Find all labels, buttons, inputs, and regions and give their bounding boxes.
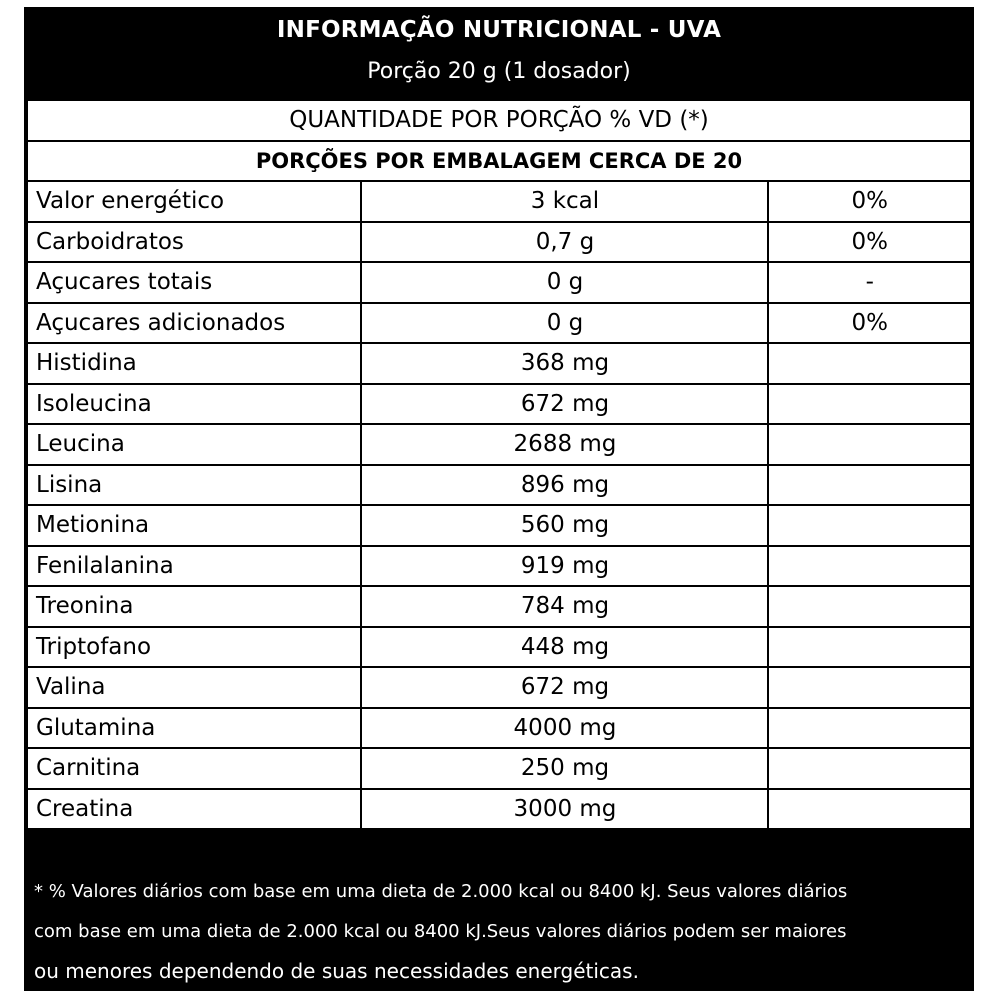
nutrient-name: Triptofano xyxy=(27,627,361,668)
table-row xyxy=(27,748,971,789)
table-row xyxy=(27,424,971,465)
table-row xyxy=(27,465,971,506)
nutrition-table xyxy=(26,99,972,830)
table-row xyxy=(27,384,971,425)
label-title: INFORMAÇÃO NUTRICIONAL - UVA xyxy=(276,17,722,43)
nutrient-name: Açucares totais xyxy=(27,262,361,303)
table-row xyxy=(27,222,971,263)
table-row xyxy=(27,789,971,830)
table-row xyxy=(27,546,971,587)
table-row xyxy=(27,181,971,222)
quantity-header: QUANTIDADE POR PORÇÃO % VD (*) xyxy=(27,100,971,141)
nutrient-name: Fenilalanina xyxy=(27,546,361,587)
nutrient-name: Açucares adicionados xyxy=(27,303,361,344)
nutrient-amount: 3 kcal xyxy=(361,181,768,222)
footer-note-line: com base em uma dieta de 2.000 kcal ou 8400 kJ.Seus valores diários podem ser maiores xyxy=(34,921,847,942)
nutrient-name: Lisina xyxy=(27,465,361,506)
nutrient-amount: 3000 mg xyxy=(361,789,768,830)
nutrient-vd xyxy=(768,586,971,627)
nutrient-amount: 560 mg xyxy=(361,505,768,546)
quantity-row xyxy=(27,100,971,141)
nutrient-vd xyxy=(768,748,971,789)
nutrient-name: Leucina xyxy=(27,424,361,465)
table-row xyxy=(27,667,971,708)
table-row xyxy=(27,343,971,384)
nutrient-name: Carnitina xyxy=(27,748,361,789)
table-row xyxy=(27,505,971,546)
nutrient-amount: 919 mg xyxy=(361,546,768,587)
nutrient-name: Valina xyxy=(27,667,361,708)
label-header xyxy=(24,7,974,97)
nutrient-vd xyxy=(768,505,971,546)
nutrient-amount: 2688 mg xyxy=(361,424,768,465)
footer-note-line: ou menores dependendo de suas necessidades energéticas. xyxy=(34,959,639,983)
nutrient-vd: 0% xyxy=(768,222,971,263)
nutrient-amount: 448 mg xyxy=(361,627,768,668)
servings-header: PORÇÕES POR EMBALAGEM CERCA DE 20 xyxy=(27,141,971,182)
nutrient-name: Isoleucina xyxy=(27,384,361,425)
nutrient-amount: 784 mg xyxy=(361,586,768,627)
nutrient-vd xyxy=(768,789,971,830)
table-row xyxy=(27,708,971,749)
nutrient-vd xyxy=(768,465,971,506)
nutrient-name: Creatina xyxy=(27,789,361,830)
nutrient-vd: 0% xyxy=(768,181,971,222)
nutrient-vd xyxy=(768,627,971,668)
portion-text: Porção 20 g (1 dosador) xyxy=(367,59,631,84)
nutrient-amount: 672 mg xyxy=(361,384,768,425)
nutrient-amount: 4000 mg xyxy=(361,708,768,749)
table-row xyxy=(27,586,971,627)
table-row xyxy=(27,303,971,344)
nutrient-name: Carboidratos xyxy=(27,222,361,263)
nutrient-vd xyxy=(768,343,971,384)
nutrient-amount: 368 mg xyxy=(361,343,768,384)
nutrient-name: Treonina xyxy=(27,586,361,627)
label-footer xyxy=(24,869,974,991)
footer-note-line: * % Valores diários com base em uma dieta de 2.000 kcal ou 8400 kJ. Seus valores diários xyxy=(34,881,848,902)
nutrient-vd xyxy=(768,384,971,425)
table-row xyxy=(27,627,971,668)
nutrient-name: Glutamina xyxy=(27,708,361,749)
nutrient-amount: 250 mg xyxy=(361,748,768,789)
nutrient-amount: 896 mg xyxy=(361,465,768,506)
nutrient-vd xyxy=(768,546,971,587)
nutrient-amount: 0 g xyxy=(361,303,768,344)
nutrient-vd xyxy=(768,424,971,465)
nutrient-vd: - xyxy=(768,262,971,303)
nutrient-name: Histidina xyxy=(27,343,361,384)
table-row xyxy=(27,262,971,303)
nutrient-vd: 0% xyxy=(768,303,971,344)
nutrient-name: Metionina xyxy=(27,505,361,546)
nutrient-vd xyxy=(768,667,971,708)
nutrition-label xyxy=(24,7,974,991)
nutrient-amount: 672 mg xyxy=(361,667,768,708)
servings-row xyxy=(27,141,971,182)
nutrient-name: Valor energético xyxy=(27,181,361,222)
nutrient-vd xyxy=(768,708,971,749)
nutrient-amount: 0 g xyxy=(361,262,768,303)
nutrient-amount: 0,7 g xyxy=(361,222,768,263)
